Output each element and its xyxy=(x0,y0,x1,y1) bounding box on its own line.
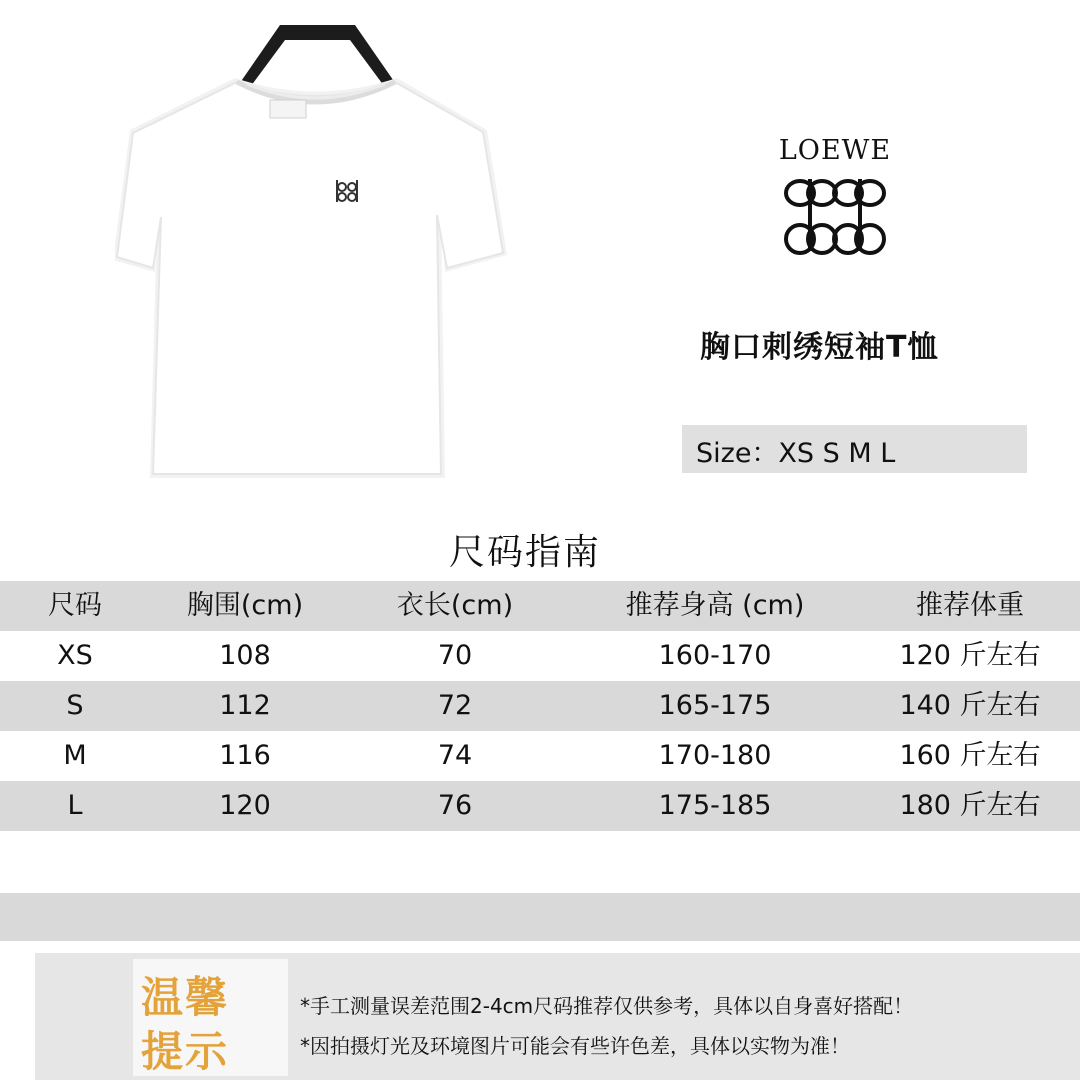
tips-label xyxy=(133,959,288,1076)
tips-label-line2: 提示 xyxy=(141,1027,230,1076)
cell-length: 72 xyxy=(437,690,473,721)
tips-label-line1: 温馨 xyxy=(141,973,230,1022)
anagram-icon xyxy=(780,171,890,266)
size-banner xyxy=(682,425,1027,473)
header-size: 尺码 xyxy=(48,590,102,621)
cell-length: 76 xyxy=(437,790,473,821)
size-table xyxy=(0,581,1080,831)
cell-size: S xyxy=(66,690,84,721)
header-chest: 胸围(cm) xyxy=(186,590,304,621)
cell-size: M xyxy=(63,740,87,771)
cell-weight: 180 斤左右 xyxy=(899,790,1041,821)
table-row xyxy=(0,731,1080,781)
warm-tips xyxy=(35,953,1080,1080)
table-row xyxy=(0,681,1080,731)
table-row xyxy=(0,631,1080,681)
cell-height: 175-185 xyxy=(658,790,772,821)
size-options: Size：XS S M L xyxy=(696,438,896,469)
brand-logo xyxy=(770,135,900,275)
header-height: 推荐身高 (cm) xyxy=(625,590,805,621)
cell-size: L xyxy=(67,790,83,821)
cell-chest: 116 xyxy=(219,740,271,771)
cell-length: 74 xyxy=(437,740,473,771)
cell-chest: 112 xyxy=(219,690,271,721)
table-row xyxy=(0,781,1080,831)
cell-weight: 120 斤左右 xyxy=(899,640,1041,671)
brand-logo-text: LOEWE xyxy=(778,135,892,166)
tip-note: *手工测量误差范围2-4cm尺码推荐仅供参考，具体以自身喜好搭配！ xyxy=(300,994,914,1018)
product-image xyxy=(115,10,515,480)
cell-chest: 120 xyxy=(219,790,271,821)
cell-weight: 140 斤左右 xyxy=(899,690,1041,721)
header-weight: 推荐体重 xyxy=(916,590,1024,621)
cell-size: XS xyxy=(57,640,93,671)
size-guide-title: 尺码指南 xyxy=(448,532,601,573)
cell-chest: 108 xyxy=(219,640,271,671)
cell-weight: 160 斤左右 xyxy=(899,740,1041,771)
cell-length: 70 xyxy=(437,640,473,671)
cell-height: 170-180 xyxy=(658,740,772,771)
divider-bar xyxy=(0,893,1080,941)
cell-height: 160-170 xyxy=(658,640,772,671)
cell-height: 165-175 xyxy=(658,690,772,721)
product-title: 胸口刺绣短袖T恤 xyxy=(700,330,939,365)
table-header-row xyxy=(0,581,1080,631)
header-length: 衣长(cm) xyxy=(396,590,514,621)
tip-note: *因拍摄灯光及环境图片可能会有些许色差，具体以实物为准！ xyxy=(300,1034,850,1058)
